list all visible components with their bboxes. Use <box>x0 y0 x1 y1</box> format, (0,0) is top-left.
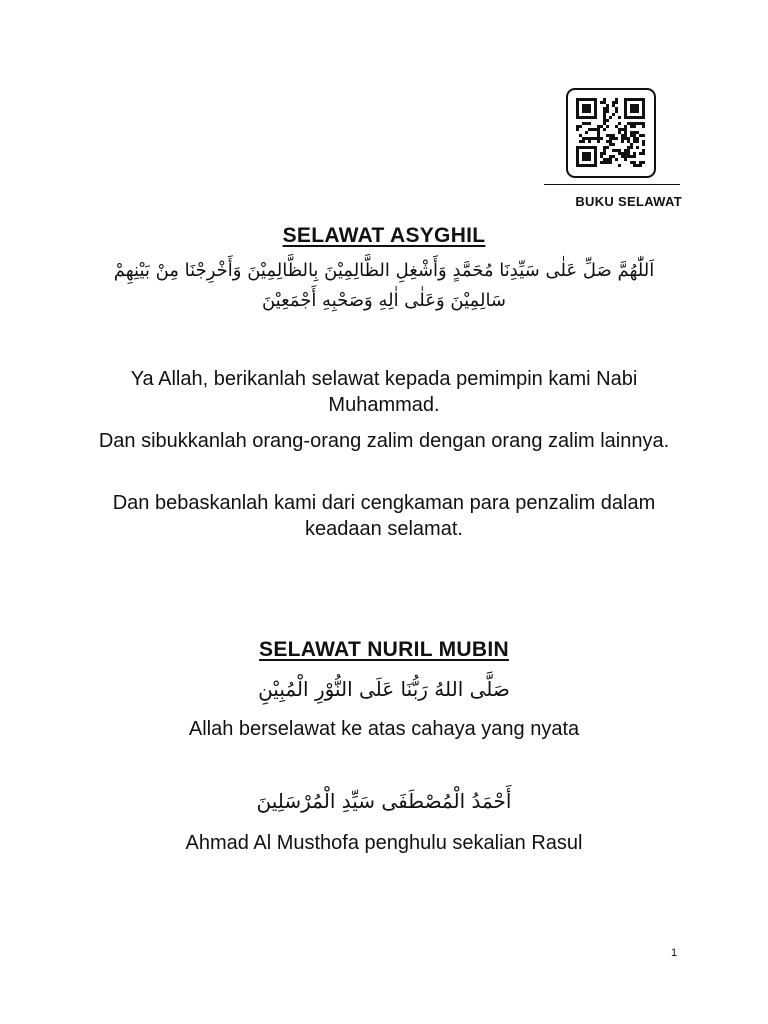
translation-line: Dan sibukkanlah orang-orang zalim dengan orang zalim lainnya. <box>98 430 670 452</box>
book-title-label: BUKU SELAWAT <box>575 194 682 209</box>
header-divider <box>544 184 680 185</box>
translation-line: Ahmad Al Musthofa penghulu sekalian Rasul <box>185 832 583 854</box>
translation-line: Dan bebaskanlah kami dari cengkaman para penzalim dalam keadaan selamat. <box>112 492 656 540</box>
translation-line: Ya Allah, berikanlah selawat kepada pemimpin kami Nabi Muhammad. <box>130 368 638 416</box>
section-title-nuril-mubin: SELAWAT NURIL MUBIN <box>259 638 509 661</box>
section-title-asyghil: SELAWAT ASYGHIL <box>282 224 486 247</box>
arabic-text-ahmad: أَحْمَدُ الْمُصْطَفَى سَيِّدِ الْمُرْسَلِينَ <box>256 789 512 813</box>
translation-line: Allah berselawat ke atas cahaya yang nyata <box>188 718 580 740</box>
qr-code-image <box>566 88 656 178</box>
page-number: 1 <box>670 947 678 959</box>
arabic-text-nuril-mubin: صَلَّى اللهُ رَبُّنَا عَلَى النُّوْرِ الْمُبِيْنِ <box>258 677 510 701</box>
arabic-text-asyghil: اَللّٰهُمَّ صَلِّ عَلٰى سَيِّدِنَا مُحَمَّدٍ وَأَشْغِلِ الظَّالِمِيْنَ بِالظَّالِمِيْنَ وَأَخْرِجْنَا مِنْ بَيْنِهِمْ سَالِمِيْنَ وَعَلٰى اٰلِهِ وَصَحْبِهِ أَجْمَعِيْنَ <box>113 260 655 311</box>
